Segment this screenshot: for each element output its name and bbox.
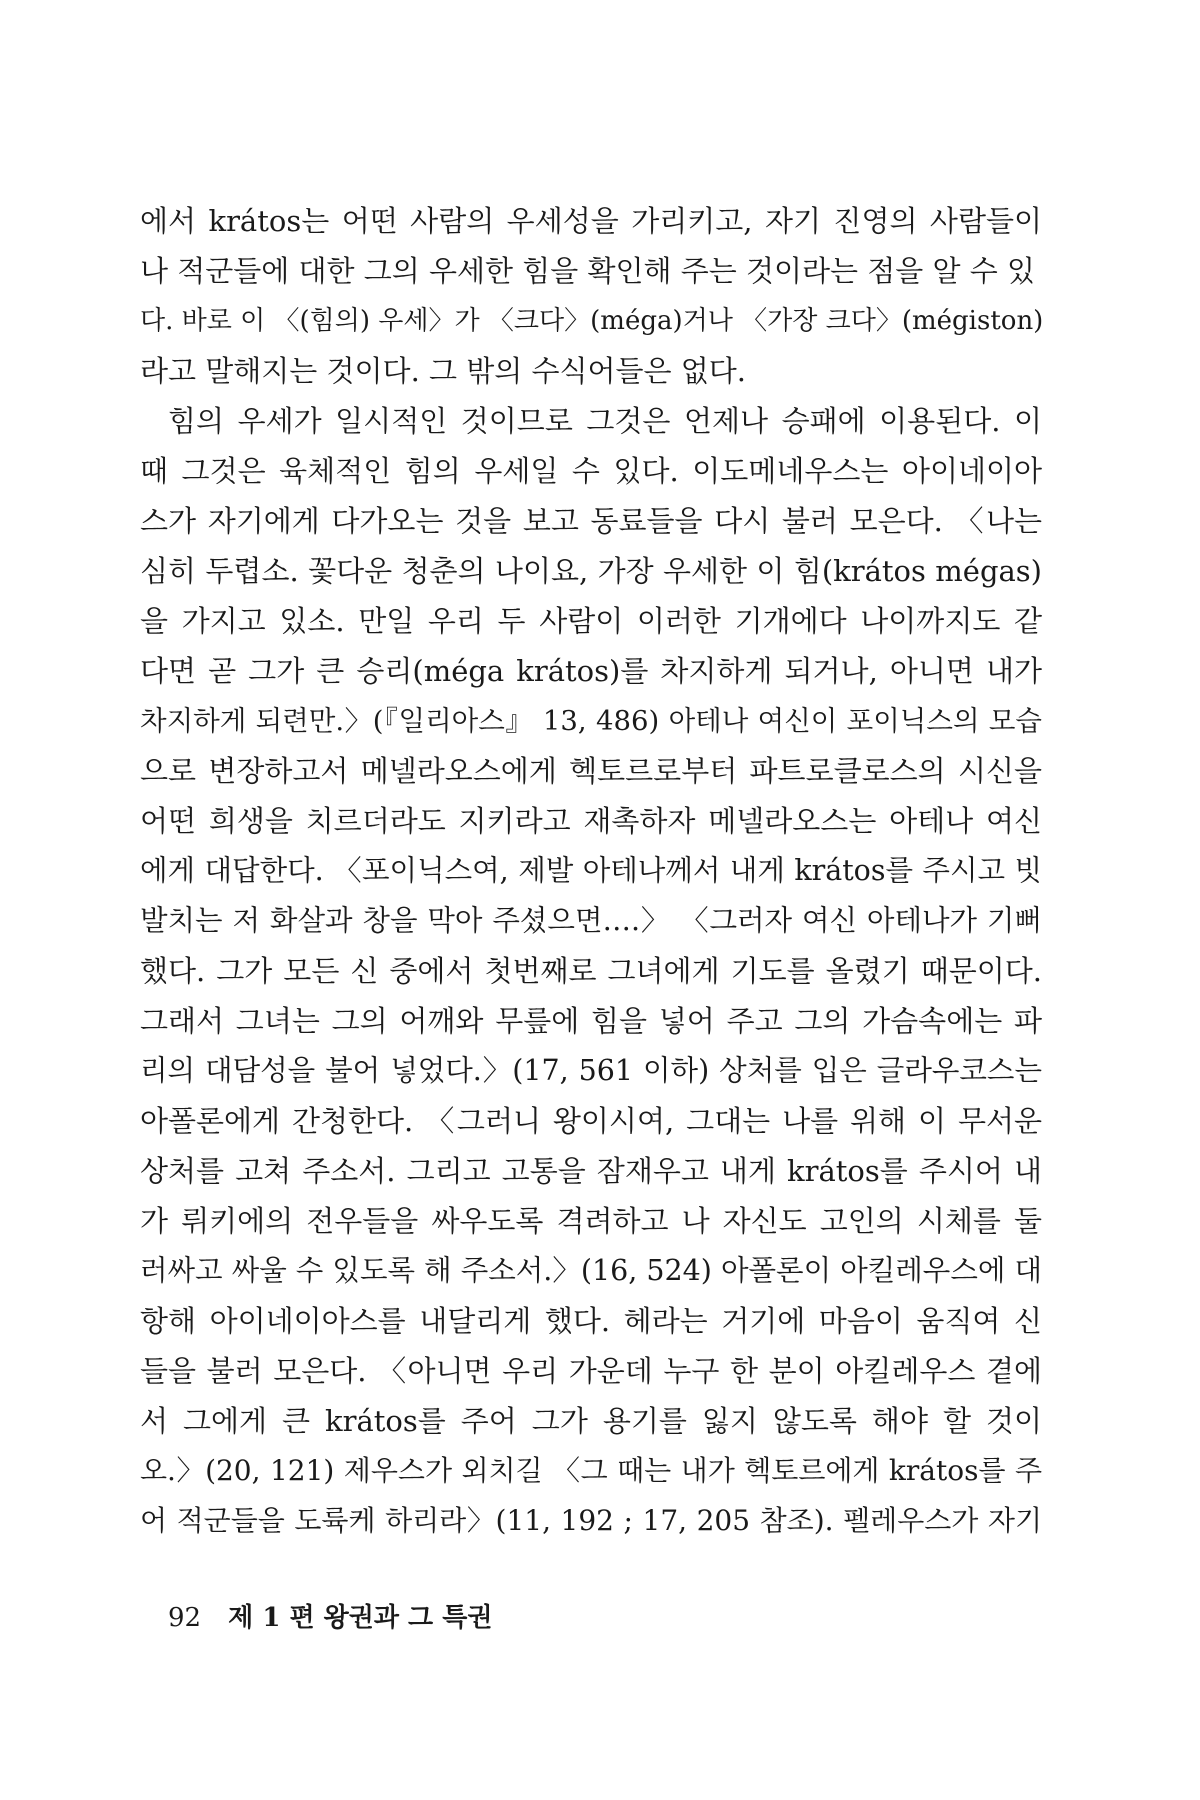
text-line: 어떤 희생을 치르더라도 지키라고 재촉하자 메넬라오스는 아테나 여신	[140, 804, 1042, 838]
text-line: 오.〉(20, 121) 제우스가 외치길 〈그 때는 내가 헥토르에게 krátos를 주	[140, 1454, 1042, 1487]
text-line: 다. 바로 이 〈(힘의) 우세〉가 〈크다〉(méga)거나 〈가장 크다〉(mégiston)	[140, 306, 1044, 336]
text-line: 그래서 그녀는 그의 어깨와 무릎에 힘을 넣어 주고 그의 가슴속에는 파	[140, 1004, 1042, 1038]
text-line: 때 그것은 육체적인 힘의 우세일 수 있다. 이도메네우스는 아이네이아	[140, 454, 1042, 488]
text-line: 서 그에게 큰 krátos를 주어 그가 용기를 잃지 않도록 해야 할 것이	[140, 1404, 1042, 1438]
text-line: 아폴론에게 간청한다. 〈그러니 왕이시여, 그대는 나를 위해 이 무서운	[140, 1104, 1042, 1138]
page-footer	[168, 1598, 492, 1638]
text-line: 어 적군들을 도륙케 하리라〉(11, 192 ; 17, 205 참조). 펠레우스가 자기	[140, 1504, 1042, 1537]
text-line: 에서 krátos는 어떤 사람의 우세성을 가리키고, 자기 진영의 사람들이	[140, 204, 1042, 238]
text-line: 러싸고 싸울 수 있도록 해 주소서.〉(16, 524) 아폴론이 아킬레우스에 대	[140, 1254, 1042, 1287]
text-line: 심히 두렵소. 꽃다운 청춘의 나이요, 가장 우세한 이 힘(krátos mégas)	[140, 554, 1042, 588]
text-line: 가 뤼키에의 전우들을 싸우도록 격려하고 나 자신도 고인의 시체를 둘	[140, 1204, 1042, 1238]
text-line: 항해 아이네이아스를 내달리게 했다. 헤라는 거기에 마음이 움직여 신	[140, 1304, 1042, 1338]
text-line: 스가 자기에게 다가오는 것을 보고 동료들을 다시 불러 모은다. 〈나는	[140, 504, 1042, 538]
text-line: 들을 불러 모은다. 〈아니면 우리 가운데 누구 한 분이 아킬레우스 곁에	[140, 1354, 1042, 1388]
text-line: 상처를 고쳐 주소서. 그리고 고통을 잠재우고 내게 krátos를 주시어 내	[140, 1154, 1042, 1188]
text-line: 리의 대담성을 불어 넣었다.〉(17, 561 이하) 상처를 입은 글라우코스는	[140, 1054, 1042, 1087]
text-line: 했다. 그가 모든 신 중에서 첫번째로 그녀에게 기도를 올렸기 때문이다.	[140, 954, 1042, 988]
text-line: 다면 곧 그가 큰 승리(méga krátos)를 차지하게 되거나, 아니면 내가	[140, 654, 1042, 688]
text-line: 라고 말해지는 것이다. 그 밖의 수식어들은 없다.	[140, 354, 747, 388]
page-number: 92	[168, 1603, 202, 1633]
text-line: 차지하게 되련만.〉(『일리아스』 13, 486) 아테나 여신이 포이닉스의 모습	[140, 705, 1042, 737]
text-line: 에게 대답한다. 〈포이닉스여, 제발 아테나께서 내게 krátos를 주시고 빗	[140, 854, 1042, 887]
text-line: 으로 변장하고서 메넬라오스에게 헥토르로부터 파트로클로스의 시신을	[140, 754, 1042, 788]
text-line: 발치는 저 화살과 창을 막아 주셨으면….〉 〈그러자 여신 아테나가 기뻐	[140, 904, 1042, 937]
running-section-title: 제 1 편 왕권과 그 특권	[228, 1603, 493, 1633]
text-line: 나 적군들에 대한 그의 우세한 힘을 확인해 주는 것이라는 점을 알 수 있	[140, 254, 1036, 288]
body-text	[140, 196, 1042, 1546]
text-line: 을 가지고 있소. 만일 우리 두 사람이 이러한 기개에다 나이까지도 같	[140, 604, 1042, 638]
text-line: 힘의 우세가 일시적인 것이므로 그것은 언제나 승패에 이용된다. 이	[168, 404, 1042, 438]
